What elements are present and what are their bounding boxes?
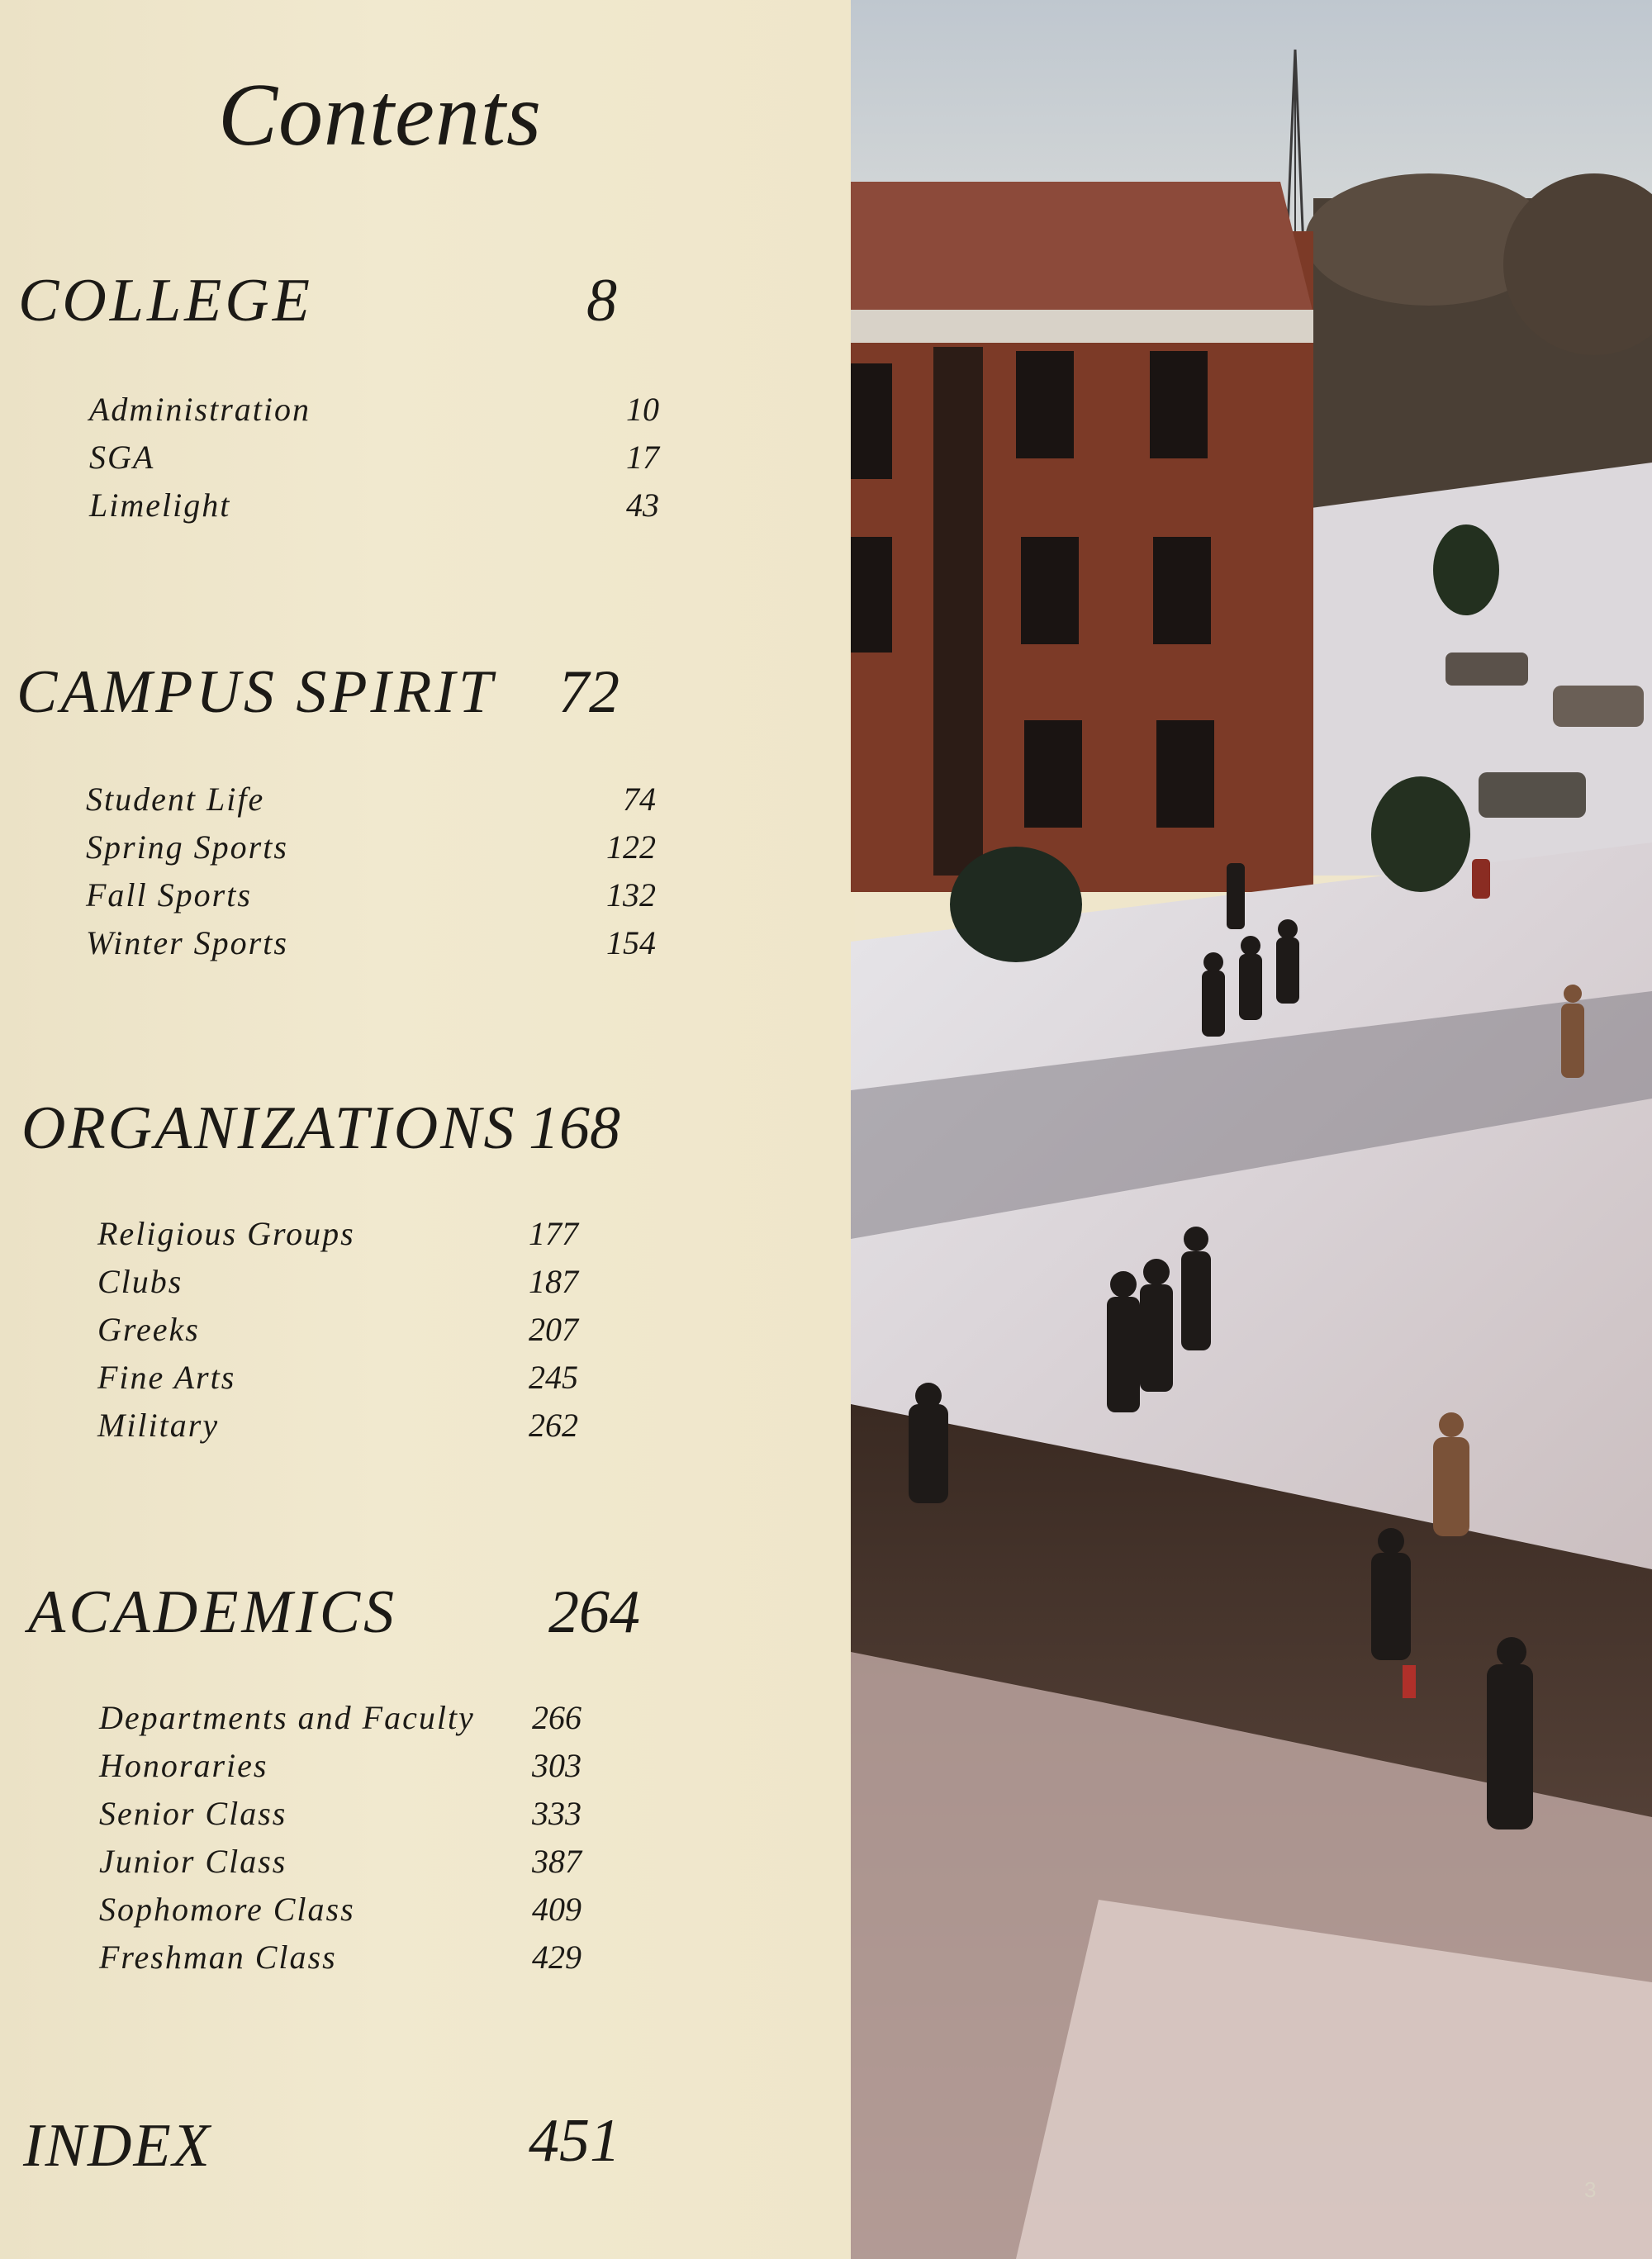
section-page-college: 8 — [586, 267, 617, 335]
item-label: Religious Groups — [97, 1215, 355, 1252]
item-page: 74 — [623, 781, 656, 818]
item-label: Departments and Faculty — [99, 1699, 475, 1736]
list-item — [99, 1794, 595, 1842]
item-page: 122 — [606, 828, 656, 866]
item-page: 262 — [529, 1407, 578, 1444]
item-page: 17 — [626, 439, 659, 476]
list-item — [86, 780, 656, 828]
section-page-index: 451 — [529, 2107, 620, 2175]
page-number: 3 — [1584, 2177, 1597, 2202]
item-page: 177 — [529, 1215, 578, 1252]
item-label: Senior Class — [99, 1795, 287, 1832]
section-heading-campus-spirit: CAMPUS SPIRIT — [17, 658, 496, 726]
section-heading-index: INDEX — [23, 2112, 211, 2180]
list-item — [99, 1842, 595, 1890]
list-item — [86, 923, 656, 971]
list-item — [99, 1698, 595, 1746]
item-page: 187 — [529, 1263, 578, 1300]
item-page: 10 — [626, 391, 659, 428]
campus-photo-image — [851, 0, 1652, 2259]
item-label: Freshman Class — [99, 1939, 337, 1976]
list-item — [97, 1310, 593, 1358]
list-item — [99, 1746, 595, 1794]
item-page: 429 — [532, 1939, 582, 1976]
item-page: 333 — [532, 1795, 582, 1832]
item-label: Fine Arts — [97, 1359, 236, 1396]
list-item — [97, 1262, 593, 1310]
item-page: 43 — [626, 486, 659, 524]
list-item — [89, 390, 659, 438]
list-item — [99, 1938, 595, 1986]
list-item — [89, 486, 659, 534]
section-page-organizations: 168 — [529, 1094, 620, 1162]
college-item-list — [89, 390, 659, 534]
item-page: 303 — [532, 1747, 582, 1784]
section-heading-organizations: ORGANIZATIONS — [21, 1094, 517, 1162]
item-page: 387 — [532, 1843, 582, 1880]
item-page: 132 — [606, 876, 656, 914]
campus-photo — [851, 0, 1652, 2259]
item-page: 154 — [606, 924, 656, 961]
list-item — [86, 828, 656, 876]
item-label: Administration — [89, 391, 311, 428]
item-label: Limelight — [89, 486, 231, 524]
organizations-item-list — [97, 1214, 593, 1454]
page-title: Contents — [217, 66, 542, 164]
item-label: Honoraries — [99, 1747, 268, 1784]
list-item — [97, 1214, 593, 1262]
campus-spirit-item-list — [86, 780, 656, 971]
item-label: SGA — [89, 439, 155, 476]
list-item — [86, 876, 656, 923]
item-label: Winter Sports — [86, 924, 288, 961]
item-label: Spring Sports — [86, 828, 288, 866]
item-label: Sophomore Class — [99, 1891, 355, 1928]
item-label: Fall Sports — [86, 876, 252, 914]
academics-item-list — [99, 1698, 595, 1986]
list-item — [97, 1358, 593, 1406]
item-label: Military — [97, 1407, 220, 1444]
list-item — [89, 438, 659, 486]
item-label: Junior Class — [99, 1843, 287, 1880]
section-page-academics: 264 — [548, 1578, 640, 1646]
item-label: Clubs — [97, 1263, 183, 1300]
section-heading-academics: ACADEMICS — [28, 1578, 398, 1646]
item-page: 207 — [529, 1311, 578, 1348]
list-item — [97, 1406, 593, 1454]
section-heading-college: COLLEGE — [18, 267, 313, 335]
item-label: Student Life — [86, 781, 265, 818]
item-page: 266 — [532, 1699, 582, 1736]
item-page: 409 — [532, 1891, 582, 1928]
item-page: 245 — [529, 1359, 578, 1396]
item-label: Greeks — [97, 1311, 200, 1348]
section-page-campus-spirit: 72 — [558, 658, 620, 726]
list-item — [99, 1890, 595, 1938]
